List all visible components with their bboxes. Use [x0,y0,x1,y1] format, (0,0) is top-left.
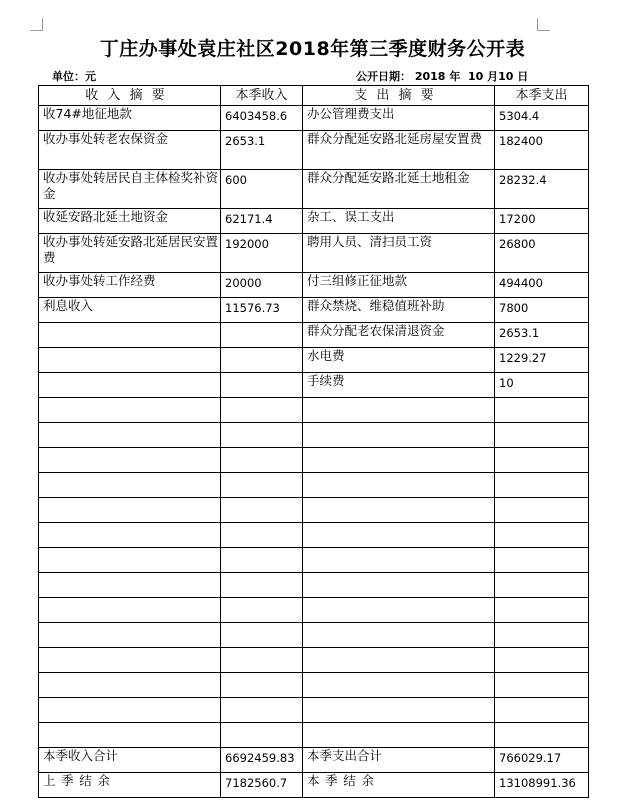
table-row [39,523,589,548]
income-amount-cell [221,473,303,498]
expense-amount-cell: 494400 [495,273,589,298]
finance-table [38,85,589,798]
expense-amount-cell [495,398,589,423]
publish-date-label: 公开日期： [356,70,411,83]
expense-amount-cell [495,473,589,498]
income-desc-cell [39,723,221,748]
expense-desc-cell: 付三组修正征地款 [303,273,495,298]
header-expense-amount: 本季支出 [495,86,589,106]
income-amount-cell [221,398,303,423]
expense-amount-cell [495,448,589,473]
table-row [39,448,589,473]
crop-mark-top-right [537,18,550,31]
expense-amount-cell [495,573,589,598]
expense-desc-cell: 群众分配延安路北延房屋安置费 [303,131,495,170]
expense-amount-cell: 182400 [495,131,589,170]
income-desc-cell: 收办事处转延安路北延居民安置费 [39,234,221,273]
income-amount-cell: 6403458.6 [221,106,303,131]
income-total-value: 6692459.83 [221,748,303,773]
expense-desc-cell: 杂工、误工支出 [303,209,495,234]
expense-amount-cell [495,548,589,573]
expense-desc-cell [303,623,495,648]
page-title: 丁庄办事处袁庄社区2018年第三季度财务公开表 [99,38,526,60]
income-desc-cell [39,698,221,723]
income-amount-cell [221,598,303,623]
income-desc-cell [39,598,221,623]
income-amount-cell: 62171.4 [221,209,303,234]
income-desc-cell [39,673,221,698]
prev-balance-value: 7182560.7 [221,773,303,798]
income-desc-cell [39,548,221,573]
balance-row [39,773,589,798]
table-row [39,623,589,648]
expense-amount-cell [495,673,589,698]
income-desc-cell [39,348,221,373]
expense-desc-cell [303,548,495,573]
expense-desc-cell [303,423,495,448]
table-row [39,106,589,131]
income-desc-cell [39,473,221,498]
income-amount-cell [221,523,303,548]
expense-amount-cell: 17200 [495,209,589,234]
expense-amount-cell [495,523,589,548]
prev-balance-label: 上季结余 [39,773,221,798]
income-total-label: 本季收入合计 [39,748,221,773]
table-row [39,673,589,698]
table-row [39,398,589,423]
expense-amount-cell [495,723,589,748]
expense-amount-cell [495,698,589,723]
table-row [39,373,589,398]
expense-amount-cell: 26800 [495,234,589,273]
publish-date-year-suffix: 年 [449,70,461,83]
expense-desc-cell: 办公管理费支出 [303,106,495,131]
table-row [39,573,589,598]
publish-date-day-suffix: 日 [517,70,529,83]
table-row [39,298,589,323]
income-amount-cell [221,548,303,573]
income-desc-cell [39,648,221,673]
table-row [39,209,589,234]
expense-desc-cell [303,573,495,598]
income-amount-cell [221,623,303,648]
income-desc-cell: 收74#地征地款 [39,106,221,131]
expense-amount-cell [495,623,589,648]
income-amount-cell [221,498,303,523]
income-amount-cell: 2653.1 [221,131,303,170]
income-desc-cell: 收办事处转工作经费 [39,273,221,298]
table-row [39,234,589,273]
expense-desc-cell: 群众分配老农保清退资金 [303,323,495,348]
expense-desc-cell [303,448,495,473]
table-header-row [39,86,589,106]
income-desc-cell [39,373,221,398]
expense-amount-cell [495,598,589,623]
expense-desc-cell [303,473,495,498]
income-amount-cell: 20000 [221,273,303,298]
expense-desc-cell: 聘用人员、清扫员工资 [303,234,495,273]
table-row [39,170,589,209]
publish-date-month-suffix: 月 [487,70,499,83]
table-row [39,723,589,748]
table-row [39,348,589,373]
income-amount-cell: 600 [221,170,303,209]
income-amount-cell [221,648,303,673]
table-row [39,548,589,573]
publish-date-month: 10 [467,70,484,83]
income-desc-cell [39,323,221,348]
table-row [39,698,589,723]
expense-desc-cell [303,648,495,673]
income-desc-cell [39,523,221,548]
income-desc-cell: 收延安路北延土地资金 [39,209,221,234]
income-amount-cell [221,698,303,723]
expense-total-value: 766029.17 [495,748,589,773]
publish-date-day: 10 [498,70,514,83]
income-desc-cell: 收办事处转居民自主体检奖补资金 [39,170,221,209]
expense-desc-cell [303,523,495,548]
expense-amount-cell: 28232.4 [495,170,589,209]
expense-desc-cell: 群众分配延安路北延土地租金 [303,170,495,209]
header-expense-desc: 支出摘要 [303,86,495,106]
expense-desc-cell: 手续费 [303,373,495,398]
crop-mark-top-left [30,18,43,31]
expense-desc-cell: 水电费 [303,348,495,373]
income-amount-cell [221,448,303,473]
income-amount-cell [221,723,303,748]
income-desc-cell [39,623,221,648]
publish-date [356,68,528,84]
expense-amount-cell: 1229.27 [495,348,589,373]
table-row [39,498,589,523]
income-amount-cell [221,573,303,598]
income-desc-cell [39,498,221,523]
expense-amount-cell [495,498,589,523]
income-amount-cell [221,423,303,448]
income-amount-cell [221,323,303,348]
publish-date-year: 2018 [414,70,446,83]
expense-desc-cell [303,698,495,723]
expense-amount-cell [495,423,589,448]
income-desc-cell: 利息收入 [39,298,221,323]
income-desc-cell [39,398,221,423]
income-desc-cell [39,423,221,448]
income-amount-cell: 192000 [221,234,303,273]
totals-row [39,748,589,773]
expense-amount-cell: 5304.4 [495,106,589,131]
table-row [39,423,589,448]
income-desc-cell [39,573,221,598]
expense-desc-cell [303,673,495,698]
header-income-amount: 本季收入 [221,86,303,106]
table-row [39,273,589,298]
expense-desc-cell: 群众禁烧、维稳值班补助 [303,298,495,323]
expense-desc-cell [303,498,495,523]
expense-desc-cell [303,723,495,748]
table-row [39,598,589,623]
table-row [39,648,589,673]
income-desc-cell: 收办事处转老农保资金 [39,131,221,170]
expense-desc-cell [303,598,495,623]
table-row [39,131,589,170]
expense-amount-cell [495,648,589,673]
income-amount-cell [221,348,303,373]
header-income-desc: 收入摘要 [39,86,221,106]
income-desc-cell [39,448,221,473]
income-amount-cell [221,373,303,398]
curr-balance-label: 本季结余 [303,773,495,798]
expense-amount-cell: 7800 [495,298,589,323]
expense-desc-cell [303,398,495,423]
expense-amount-cell: 10 [495,373,589,398]
curr-balance-value: 13108991.36 [495,773,589,798]
income-amount-cell: 11576.73 [221,298,303,323]
expense-amount-cell: 2653.1 [495,323,589,348]
unit-label: 单位：元 [52,70,96,83]
table-row [39,323,589,348]
income-amount-cell [221,673,303,698]
table-row [39,473,589,498]
expense-total-label: 本季支出合计 [303,748,495,773]
